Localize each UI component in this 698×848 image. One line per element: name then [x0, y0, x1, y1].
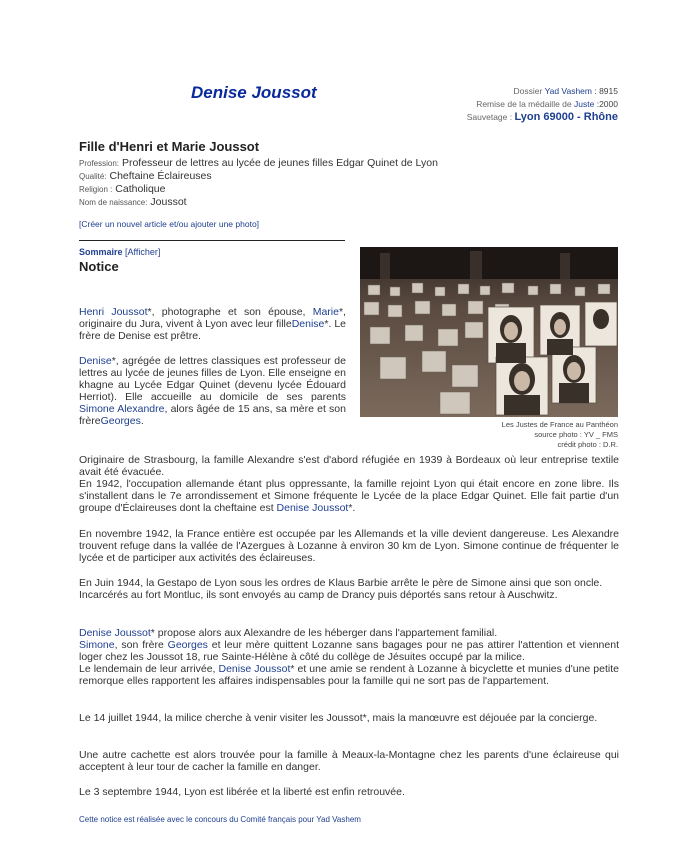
caption-line-1: Les Justes de France au Panthéon — [501, 420, 618, 429]
qualite-value: Cheftaine Éclaireuses — [109, 170, 212, 182]
naissance-label: Nom de naissance: — [79, 198, 148, 207]
paragraph-3 — [79, 454, 619, 514]
religion-value: Catholique — [115, 183, 166, 195]
person-heading: Fille d'Henri et Marie Joussot — [79, 139, 260, 154]
sommaire-label: Sommaire — [79, 247, 123, 257]
p6-text-i: * et une amie se rendent à Lozanne à bicyclette et munies d'une petite remorque elles rapportent les affaires indispensables pour la famille qui ne sort pas de l'appartement. — [79, 663, 619, 687]
henri-joussot-link[interactable]: Henri Joussot — [79, 306, 148, 318]
sauvetage-link[interactable]: Lyon 69000 - Rhône — [514, 111, 618, 123]
p5-text-b: Incarcérés au fort Montluc, ils sont envoyés au camp de Drancy puis déportés sans retour à Auschwitz. — [79, 589, 558, 601]
paragraph-6 — [79, 627, 619, 687]
p1-text-d: *, originaire du Jura, vivent à Lyon avec leur fille — [79, 306, 346, 330]
paragraph-4: En novembre 1942, la France entière est occupée par les Allemands et la ville devient dangereuse. Les Alexandre trouvent refuge dans la vallée de l'Azergues à Lozanne à environ 30 km de Lyon. Simone continue de fréquenter le lycée et de participer aux activités des éclaireuses. — [79, 528, 619, 564]
yad-vashem-link[interactable]: Yad Vashem — [544, 86, 592, 96]
pantheon-photo — [360, 247, 618, 417]
naissance-row — [79, 196, 639, 209]
notice-heading: Notice — [79, 259, 119, 274]
paragraph-2 — [79, 355, 346, 427]
p2-text-d: , alors âgée de 15 ans, sa mère et son frère — [79, 403, 346, 427]
sauvetage-line — [467, 111, 618, 124]
sommaire-toggle-link[interactable]: [Afficher] — [125, 247, 161, 257]
dossier-info — [467, 85, 618, 124]
georges-link-2[interactable]: Georges — [167, 639, 208, 651]
religion-label: Religion : — [79, 185, 113, 194]
caption-line-2: source photo : YV _ FMS — [534, 430, 618, 439]
juste-link[interactable]: Juste — [574, 99, 595, 109]
simone-alexandre-link[interactable]: Simone Alexandre — [79, 403, 165, 415]
paragraph-7: Le 14 juillet 1944, la milice cherche à venir visiter les Joussot*, mais la manœuvre est déjouée par la concierge. — [79, 712, 598, 724]
dossier-value: : 8915 — [594, 86, 618, 96]
denise-link[interactable]: Denise — [291, 318, 325, 330]
denise-link-2[interactable]: Denise — [79, 355, 112, 367]
p5-text-a: En Juin 1944, la Gestapo de Lyon sous les ordres de Klaus Barbie arrête le père de Simone ainsi que son oncle. — [79, 577, 603, 589]
dossier-label: Dossier — [513, 86, 543, 96]
naissance-value: Joussot — [150, 196, 187, 208]
paragraph-5 — [79, 577, 619, 601]
p3-text-b: En 1942, l'occupation allemande étant plus oppressante, la famille rejoint Lyon qui était encore en zone libre. Ils s'installent dans le 7e arrondissement et Simone fréquente le Lycée de la place Edgar Quinet. Elle fait partie d'un groupe d'Éclaireuses dont la cheftaine est — [79, 478, 619, 514]
simone-link[interactable]: Simone — [79, 639, 115, 651]
p1-text-f: *. Le frère de Denise est prêtre. — [79, 318, 346, 342]
medal-value: :2000 — [596, 99, 618, 109]
religion-row — [79, 183, 639, 196]
qualite-row — [79, 170, 639, 183]
denise-joussot-link-3[interactable]: Denise Joussot — [218, 663, 291, 675]
caption-line-3: crédit photo : D.R. — [557, 440, 618, 449]
footer-credit-link[interactable]: Cette notice est réalisée avec le concours du Comité français pour Yad Vashem — [79, 815, 361, 824]
p6-text-b: * propose alors aux Alexandre de les héberger dans l'appartement familial. — [150, 627, 498, 639]
p6-text-f: et leur mère quittent Lozanne sans bagages pour ne pas attirer l'attention et viennent loger chez les Joussot 18, rue Sainte-Hélène à côté du collège de Jésuites occupé par la milice. — [79, 639, 619, 663]
p2-text-f: . — [140, 415, 144, 427]
medal-label: Remise de la médaille de — [476, 99, 572, 109]
p1-text-b: *, photographe et son épouse, — [147, 306, 313, 318]
medal-line — [467, 98, 618, 111]
p3-text-d: *. — [348, 502, 356, 514]
sauvetage-label: Sauvetage : — [466, 112, 513, 122]
p6-text-g: Le lendemain de leur arrivée, — [79, 663, 219, 675]
marie-link[interactable]: Marie — [312, 306, 339, 318]
p3-text-a: Originaire de Strasbourg, la famille Alexandre s'est d'abord réfugiée en 1939 à Bordeaux où leur entreprise textile avait été évacuée. — [79, 454, 619, 478]
p6-text-d: , son frère — [114, 639, 168, 651]
profession-value: Professeur de lettres au lycée de jeunes filles Edgar Quinet de Lyon — [121, 157, 438, 169]
p2-text-b: *, agrégée de lettres classiques est professeur de lettres au lycée de jeunes filles de Lyon. Elle enseigne en khagne au Lycée Edgar Quinet (devenu lycée Édouard Herriot). Elle accueille au domicile de ses parents — [79, 355, 346, 403]
qualite-label: Qualité: — [79, 172, 107, 181]
page-title: Denise Joussot — [191, 83, 317, 102]
create-article-link[interactable]: [Créer un nouvel article et/ou ajouter une photo] — [79, 219, 260, 229]
denise-joussot-link[interactable]: Denise Joussot — [276, 502, 349, 514]
denise-joussot-link-2[interactable]: Denise Joussot — [79, 627, 151, 639]
profession-label: Profession: — [79, 159, 120, 168]
paragraph-1 — [79, 306, 346, 342]
divider — [79, 240, 345, 241]
paragraph-8: Une autre cachette est alors trouvée pour la famille à Meaux-la-Montagne chez les parents d'une éclaireuse qui acceptent à leur tour de cacher la famille en danger. — [79, 749, 619, 773]
photo-caption — [502, 420, 618, 450]
paragraph-9: Le 3 septembre 1944, Lyon est libérée et la liberté est enfin retrouvée. — [79, 786, 405, 798]
dossier-line — [467, 85, 618, 98]
profession-row — [79, 157, 639, 170]
person-block — [79, 139, 639, 209]
sommaire — [79, 247, 160, 257]
georges-link[interactable]: Georges — [100, 415, 141, 427]
